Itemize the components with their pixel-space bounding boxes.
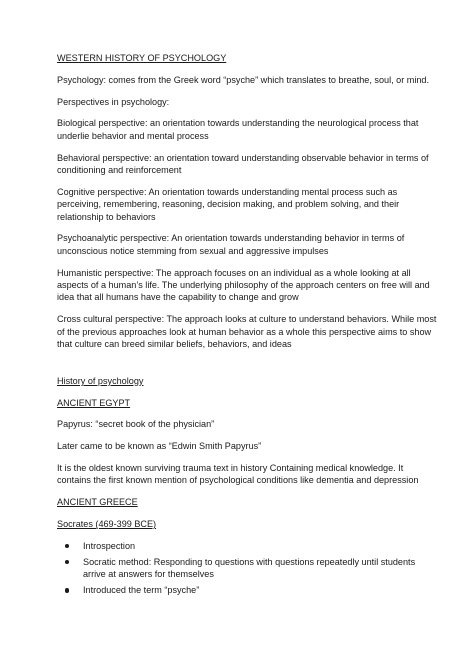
trauma-text: It is the oldest known surviving trauma text in history Containing medical knowledge. It contains the first known mention of psychological conditions like dementia and depression: [57, 463, 419, 486]
edwin-smith-text: Later came to be known as “Edwin Smith Papyrus”: [57, 441, 262, 452]
bullet-item: [57, 584, 437, 596]
psychoanalytic-perspective: Psychoanalytic perspective: An orientation towards understanding behavior in terms of unconscious notice stemming from sexual and aggressive impulses: [57, 233, 405, 256]
bullet-text: Socratic method: Responding to questions with questions repeatedly until students arrive at answers for themselves: [83, 556, 416, 580]
bullet-item: [57, 556, 437, 581]
document-title: WESTERN HISTORY OF PSYCHOLOGY: [57, 53, 227, 63]
socrates-heading: Socrates (469-399 BCE): [57, 519, 157, 530]
section-spacer: [57, 360, 437, 375]
cognitive-perspective: Cognitive perspective: An orientation towards understanding mental process such as perceiving, remembering, reasoning, decision making, and problem solving, and their relationship to behaviors: [57, 186, 400, 222]
ancient-greece-heading: ANCIENT GREECE: [57, 497, 138, 508]
psychology-definition: Psychology: comes from the Greek word “psyche” which translates to breathe, soul, or mind.: [57, 74, 429, 85]
humanistic-perspective: Humanistic perspective: The approach focuses on an individual as a whole looking at all aspects of a human’s life. The underlying philosophy of the approach centers on free will and idea that all humans have the capability to change and grow: [57, 267, 430, 303]
perspectives-intro: Perspectives in psychology:: [57, 96, 170, 107]
document-body: [57, 52, 437, 600]
history-heading: History of psychology: [57, 375, 144, 386]
cross-cultural-perspective: Cross cultural perspective: The approach looks at culture to understand behaviors. While most of the previous approaches look at human behavior as a whole this perspective aims to show that culture can breed similar beliefs, behaviors, and ideas: [57, 314, 437, 350]
papyrus-text: Papyrus: “secret book of the physician”: [57, 419, 215, 430]
ancient-egypt-heading: ANCIENT EGYPT: [57, 397, 131, 408]
socrates-bullet-list: [57, 540, 437, 597]
biological-perspective: Biological perspective: an orientation towards understanding the neurological process that underlie behavior and mental process: [57, 118, 419, 141]
bullet-text: Introduced the term “psyche”: [83, 585, 200, 596]
bullet-text: Introspection: [83, 540, 136, 551]
bullet-item: [57, 540, 437, 552]
bullet-icon: [65, 544, 69, 548]
bullet-icon: [65, 588, 69, 592]
behavioral-perspective: Behavioral perspective: an orientation toward understanding observable behavior in terms of conditioning and reinforcement: [57, 152, 429, 175]
bullet-icon: [65, 560, 69, 564]
